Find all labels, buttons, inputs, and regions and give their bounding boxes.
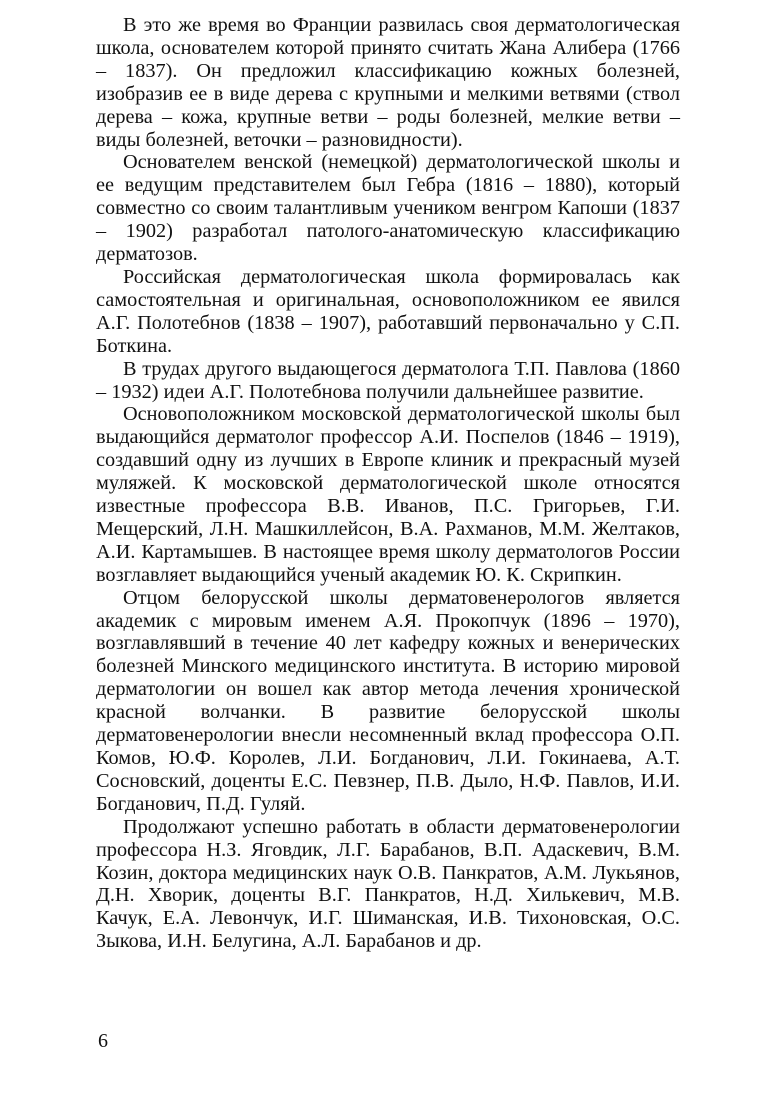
paragraph-vienna-school: Основателем венской (немецкой) дерматологической школы и ее ведущим представителем был Гебра (1816 – 1880), который совместно со своим талантливым учеником венгром Капоши (1837 – 1902) разработал патолого-анатомическую классификацию дерматозов. xyxy=(96,151,680,266)
paragraph-current-researchers: Продолжают успешно работать в области дерматовенерологии профессора Н.З. Яговдик, Л.Г. Барабанов, В.П. Адаскевич, В.М. Козин, доктора медицинских наук О.В. Панкратов, А.М. Лукьянов, Д.Н. Хворик, доценты В.Г. Панкратов, Н.Д. Хилькевич, М.В. Качук, Е.А. Левончук, И.Г. Шиманская, И.В. Тихоновская, О.С. Зыкова, И.Н. Белугина, А.Л. Барабанов и др. xyxy=(96,815,680,953)
paragraph-moscow-school: Основоположником московской дерматологической школы был выдающийся дерматолог профессор А.И. Поспелов (1846 – 1919), создавший одну из лучших в Европе клиник и прекрасный музей муляжей. К московской дерматологической школе относятся известные профессора В.В. Иванов, П.С. Григорьев, Г.И. Мещерский, Л.Н. Машкиллейсон, В.А. Рахманов, М.М. Желтаков, А.И. Картамышев. В настоящее время школу дерматологов России возглавляет выдающийся ученый академик Ю. К. Скрипкин. xyxy=(96,403,680,586)
paragraph-belarus-school: Отцом белорусской школы дерматовенерологов является академик с мировым именем А.Я. Прокопчук (1896 – 1970), возглавлявший в течение 40 лет кафедру кожных и венерических болезней Минского медицинского института. В историю мировой дерматологии он вошел как автор метода лечения хронической красной волчанки. В развитие белорусской школы дерматовенерологии внесли несомненный вклад профессора О.П. Комов, Ю.Ф. Королев, Л.И. Богданович, Л.И. Гокинаева, А.Т. Сосновский, доценты Е.С. Певзнер, П.В. Дыло, Н.Ф. Павлов, И.И. Богданович, П.Д. Гуляй. xyxy=(96,586,680,815)
paragraph-pavlov: В трудах другого выдающегося дерматолога Т.П. Павлова (1860 – 1932) идеи А.Г. Полотебнова получили дальнейшее развитие. xyxy=(96,357,680,403)
page-body xyxy=(96,14,680,953)
page-number: 6 xyxy=(98,1030,108,1052)
paragraph-french-school: В это же время во Франции развилась своя дерматологическая школа, основателем которой принято считать Жана Алибера (1766 – 1837). Он предложил классификацию кожных болезней, изобразив ее в виде дерева с крупными и мелкими ветвями (ствол дерева – кожа, крупные ветви – роды болезней, мелкие ветви – виды болезней, веточки – разновидности). xyxy=(96,14,680,151)
paragraph-russian-school: Российская дерматологическая школа формировалась как самостоятельная и оригинальная, основоположником ее явился А.Г. Полотебнов (1838 – 1907), работавший первоначально у С.П. Боткина. xyxy=(96,265,680,357)
